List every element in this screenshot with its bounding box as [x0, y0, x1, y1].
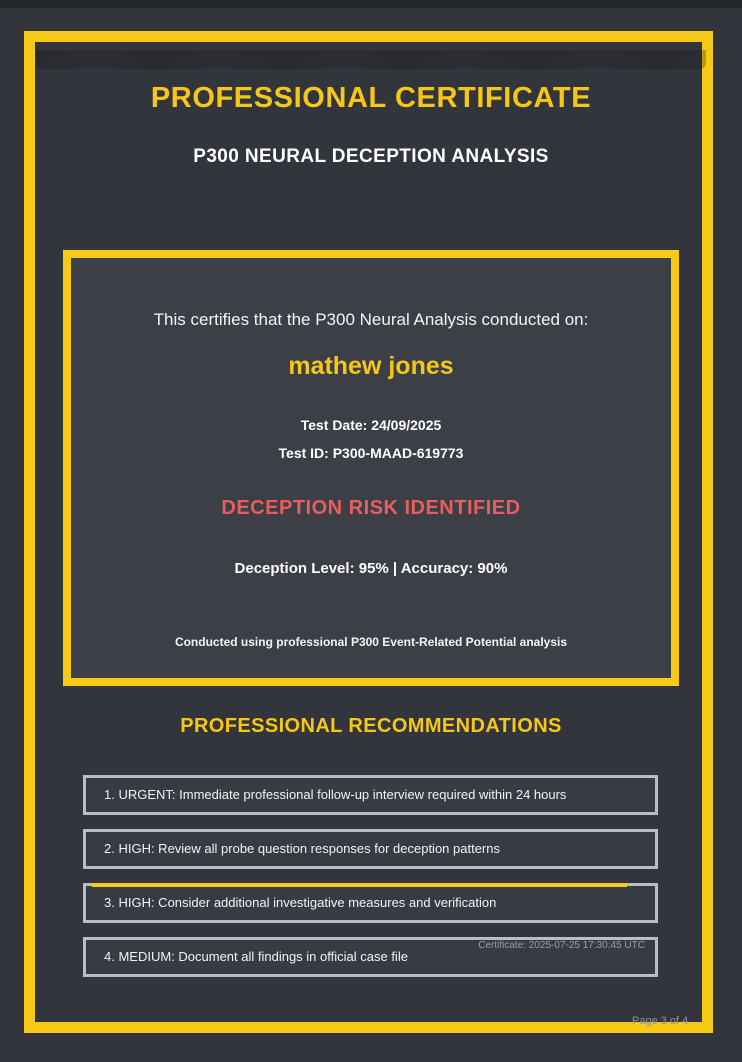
recommendation-item-3-text: 3. HIGH: Consider additional investigative measures and verification	[104, 895, 497, 910]
recommendations-heading: PROFESSIONAL RECOMMENDATIONS	[180, 715, 562, 737]
recommendation-item-4	[83, 937, 658, 977]
certificate-subtitle: P300 NEURAL DECEPTION ANALYSIS	[193, 146, 549, 167]
recommendation-item-2	[83, 829, 658, 869]
certify-intro-text: This certifies that the P300 Neural Analysis conducted on:	[153, 310, 589, 329]
page-number: Page 3 of 4	[632, 1015, 689, 1027]
certificate-title: PROFESSIONAL CERTIFICATE	[150, 82, 592, 114]
test-id: Test ID: P300-MAAD-619773	[278, 445, 464, 461]
recommendation-item-1	[83, 775, 658, 815]
certificate-timestamp: Certificate: 2025-07-25 17:30:45 UTC	[478, 940, 645, 951]
recommendation-item-3	[83, 883, 658, 923]
top-edge-strip	[0, 0, 742, 8]
recommendation-item-2-text: 2. HIGH: Review all probe question responses for deception patterns	[104, 841, 500, 856]
subject-name: mathew jones	[288, 352, 454, 380]
metrics-line: Deception Level: 95% | Accuracy: 90%	[234, 560, 508, 577]
result-panel	[63, 250, 679, 686]
highlight-bar	[92, 883, 627, 887]
result-status: DECEPTION RISK IDENTIFIED	[221, 497, 521, 519]
test-date: Test Date: 24/09/2025	[300, 417, 442, 433]
method-line: Conducted using professional P300 Event-Related Potential analysis	[174, 635, 568, 649]
recommendation-item-1-text: 1. URGENT: Immediate professional follow-up interview required within 24 hours	[104, 787, 567, 802]
header-texture-band	[36, 50, 706, 69]
recommendation-item-4-text: 4. MEDIUM: Document all findings in official case file	[104, 949, 408, 964]
